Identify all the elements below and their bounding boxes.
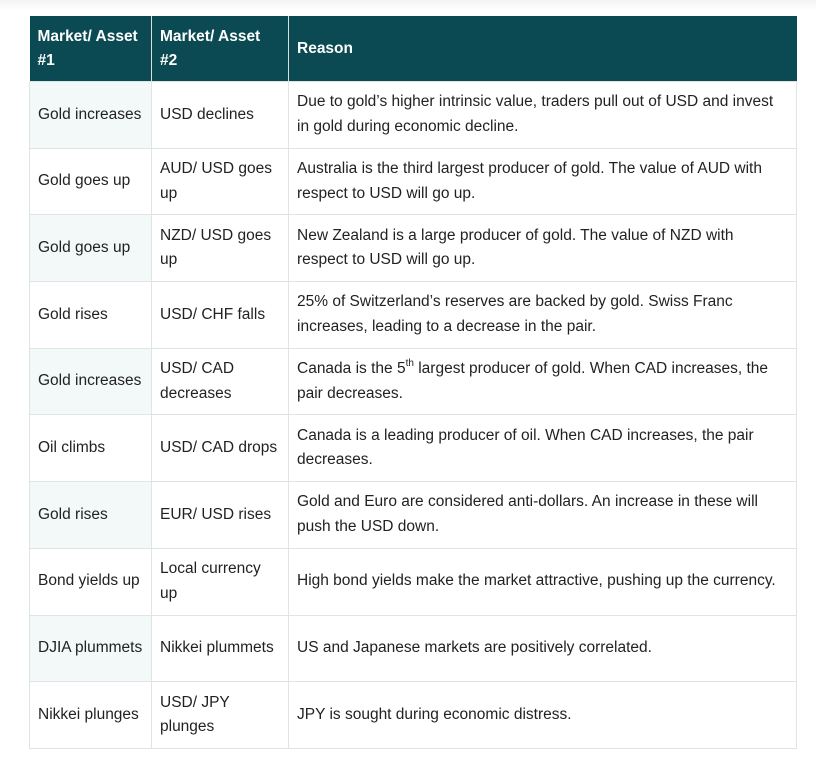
cell-asset-2: USD/ JPY plunges — [152, 682, 289, 749]
table-body — [30, 82, 797, 749]
correlation-table-container — [29, 16, 796, 749]
table-row — [30, 348, 797, 415]
cell-asset-2: USD/ CAD drops — [152, 415, 289, 482]
cell-asset-1: Gold goes up — [30, 148, 152, 215]
cell-asset-2: USD declines — [152, 82, 289, 149]
table-row — [30, 282, 797, 349]
reason-text-end: largest producer of gold. When CAD increases, the pair decreases. — [297, 360, 769, 402]
cell-asset-2: Local currency up — [152, 548, 289, 615]
table-row — [30, 548, 797, 615]
cell-asset-1: Bond yields up — [30, 548, 152, 615]
reason-text-start: Canada is the 5 — [297, 360, 406, 378]
cell-asset-2: USD/ CAD decreases — [152, 348, 289, 415]
table-row — [30, 215, 797, 282]
cell-reason: US and Japanese markets are positively correlated. — [289, 615, 797, 682]
header-market-asset-1: Market/ Asset #1 — [30, 16, 152, 82]
cell-asset-2: USD/ CHF falls — [152, 282, 289, 349]
header-market-asset-2: Market/ Asset #2 — [152, 16, 289, 82]
table-header — [30, 16, 797, 82]
table-row — [30, 482, 797, 549]
cell-asset-1: Gold increases — [30, 82, 152, 149]
cell-reason — [289, 348, 797, 415]
cell-asset-2: AUD/ USD goes up — [152, 148, 289, 215]
cell-reason: New Zealand is a large producer of gold. The value of NZD with respect to USD will go up. — [289, 215, 797, 282]
cell-asset-1: Gold goes up — [30, 215, 152, 282]
cell-asset-1: Oil climbs — [30, 415, 152, 482]
cell-reason: 25% of Switzerland’s reserves are backed by gold. Swiss Franc increases, leading to a decrease in the pair. — [289, 282, 797, 349]
table-row — [30, 615, 797, 682]
cell-reason: JPY is sought during economic distress. — [289, 682, 797, 749]
cell-asset-2: EUR/ USD rises — [152, 482, 289, 549]
cell-asset-1: Gold rises — [30, 482, 152, 549]
top-shadow-bar — [0, 0, 816, 10]
correlation-table — [29, 16, 797, 749]
table-row — [30, 82, 797, 149]
table-row — [30, 415, 797, 482]
header-row — [30, 16, 797, 82]
ordinal-superscript: th — [405, 357, 414, 369]
cell-asset-2: NZD/ USD goes up — [152, 215, 289, 282]
cell-reason: Gold and Euro are considered anti-dollars. An increase in these will push the USD down. — [289, 482, 797, 549]
cell-reason: Due to gold’s higher intrinsic value, traders pull out of USD and invest in gold during economic decline. — [289, 82, 797, 149]
cell-asset-1: DJIA plummets — [30, 615, 152, 682]
cell-reason: High bond yields make the market attractive, pushing up the currency. — [289, 548, 797, 615]
table-row — [30, 682, 797, 749]
header-reason: Reason — [289, 16, 797, 82]
table-row — [30, 148, 797, 215]
cell-reason: Canada is a leading producer of oil. When CAD increases, the pair decreases. — [289, 415, 797, 482]
cell-asset-1: Gold rises — [30, 282, 152, 349]
cell-asset-1: Gold increases — [30, 348, 152, 415]
cell-reason: Australia is the third largest producer of gold. The value of AUD with respect to USD will go up. — [289, 148, 797, 215]
cell-asset-2: Nikkei plummets — [152, 615, 289, 682]
cell-asset-1: Nikkei plunges — [30, 682, 152, 749]
